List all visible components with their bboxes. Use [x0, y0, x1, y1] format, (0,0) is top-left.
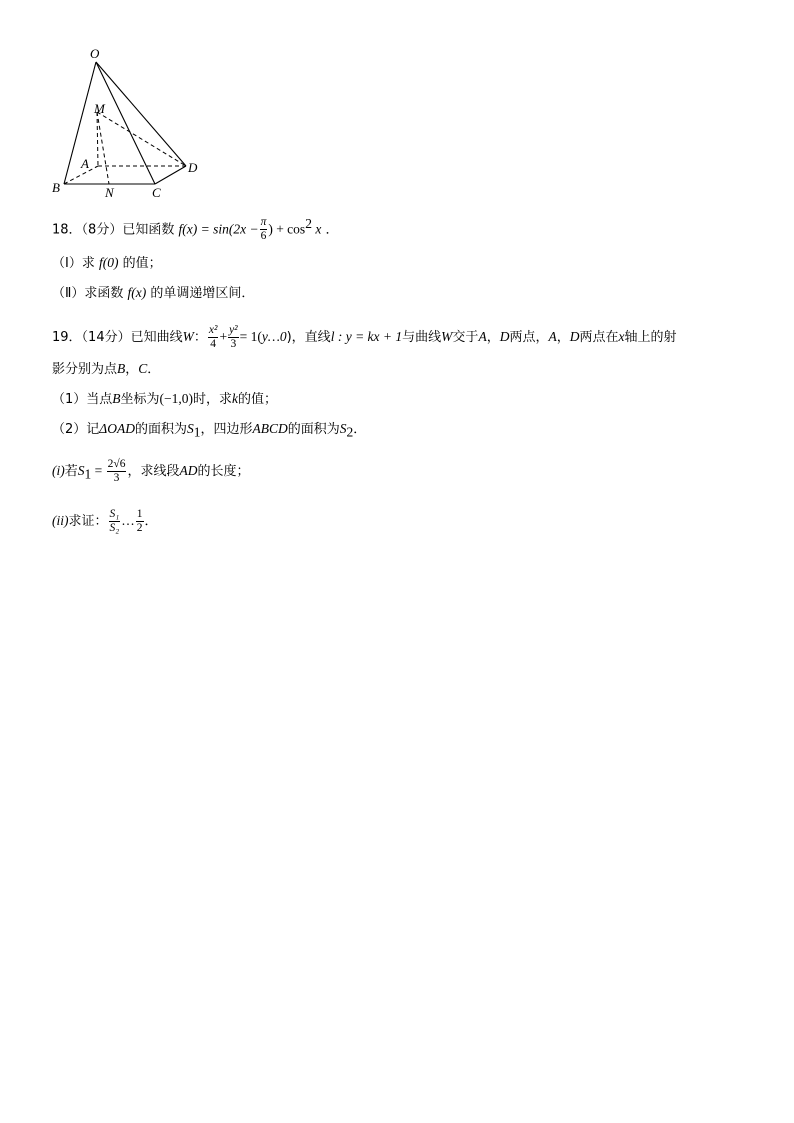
- q18-stem: 18．（8分）已知函数 f(x) = sin(2x − $\frac{\pi}{6}$ ) + $\cos^2 x$ ．: [52, 216, 339, 243]
- edge-OD: [96, 62, 186, 166]
- edge-MN: [97, 112, 109, 184]
- edge-MD: [97, 112, 186, 166]
- q19-stem-line1: 19．（14分）已知曲线W： $\frac{\text{x²}}{4}$ + $\frac{\text{y²}}{3}$ = 1(y…0)，直线l : y = kx + 1与曲线W交于A，D两点，A，D两点在x轴上的射: [52, 324, 677, 350]
- pyramid-diagram: [48, 44, 208, 204]
- label-B: B: [52, 180, 60, 195]
- edge-CD: [155, 166, 186, 184]
- q19-i-fraction: $\frac{2√6}{3}$: [107, 458, 126, 484]
- q18-function: f(x) = sin(2x −: [178, 221, 259, 237]
- q19-y2-over-3: $\frac{\text{y²}}{3}$: [229, 324, 238, 350]
- label-N: N: [105, 185, 114, 200]
- q19-part1: （1）当点B坐标为(−1,0)时，求k的值；: [52, 391, 278, 407]
- q18-number: 18．: [52, 222, 82, 238]
- label-M: M: [94, 101, 105, 116]
- label-O: O: [90, 46, 100, 61]
- q19-subpart-ii: (ii)求证： $\frac{\text{S₁}}{\text{S₂}}$ … $\frac{1}{2}$ ．: [52, 508, 158, 534]
- q19-stem-line2: 影分别为点B，C．: [52, 361, 161, 377]
- q18-part1: （Ⅰ）求 f(0) 的值；: [52, 255, 162, 271]
- pyramid-figure: [48, 44, 208, 204]
- q18-score: （8分）: [81, 222, 123, 238]
- q18-pi-over-6: $\frac{\pi}{6}$: [260, 216, 267, 243]
- label-A: A: [81, 156, 89, 171]
- q18-intro: 已知函数: [122, 222, 175, 238]
- q18-tail: ) + cos: [268, 221, 306, 237]
- q19-subpart-i: (i)若$S_1$ = $\frac{2√6}{3}$ ，求线段AD的长度；: [52, 458, 250, 484]
- q19-part2: （2）记ΔOAD的面积为$S_1$，四边形ABCD的面积为$S_2$．: [52, 421, 367, 440]
- label-D: D: [188, 160, 198, 175]
- q19-ii-ratio: $\frac{\text{S₁}}{\text{S₂}}$: [109, 508, 120, 534]
- label-C: C: [152, 185, 161, 200]
- edge-OC: [96, 62, 155, 184]
- q19-ii-half: $\frac{1}{2}$: [136, 508, 143, 534]
- q18-part2: （Ⅱ）求函数 f(x) 的单调递增区间．: [52, 285, 255, 301]
- edge-OB: [64, 62, 96, 184]
- q19-x2-over-4: $\frac{\text{x²}}{4}$: [208, 324, 218, 350]
